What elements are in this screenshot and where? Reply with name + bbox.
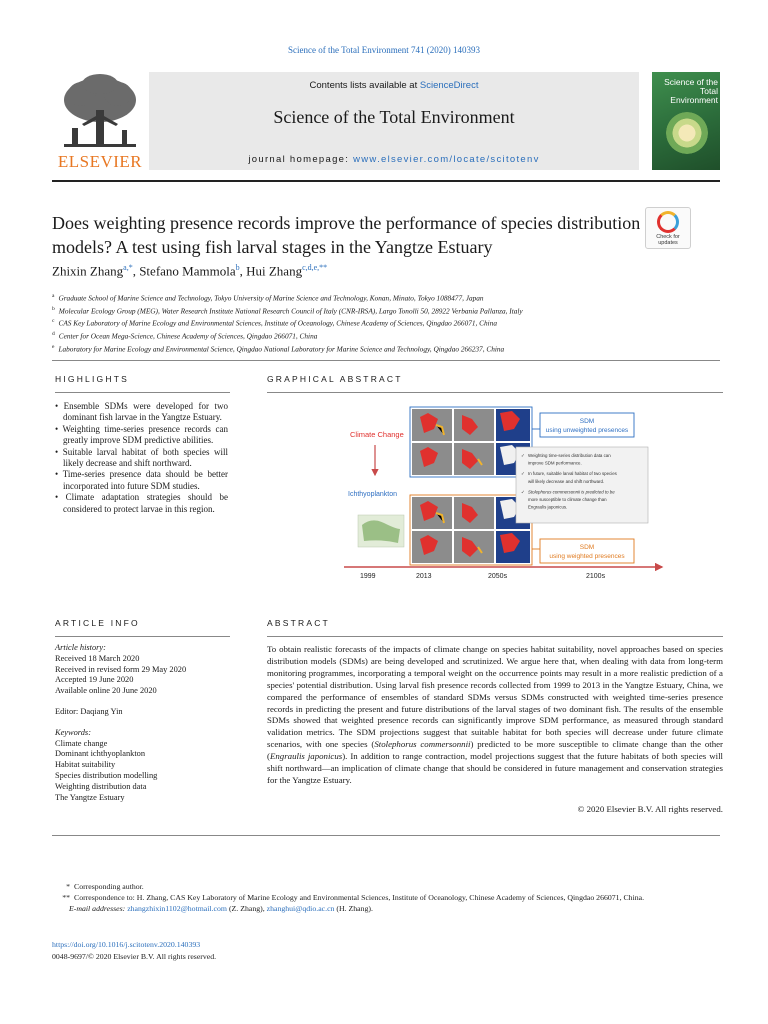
timeline-label: 2050s [488, 573, 508, 580]
issn-line: 0048-9697/© 2020 Elsevier B.V. All rights reserved. [52, 952, 217, 961]
sdm-unweighted-title: SDM [579, 418, 595, 425]
history-entry: Available online 20 June 2020 [55, 686, 157, 696]
timeline-label: 1999 [360, 573, 376, 580]
keywords-list [55, 739, 230, 804]
author-affiliation-mark[interactable]: a,* [123, 263, 133, 272]
finding-check-icon: ✓ [521, 471, 525, 477]
highlight-item: • Suitable larval habitat of both species will likely decrease and shift northward. [55, 447, 228, 470]
graphical-abstract-rule [267, 392, 723, 393]
finding-line: improve SDM performance. [528, 460, 582, 466]
section-divider [52, 360, 720, 361]
finding-line: Stolephorus commersonnii is predicted to be [528, 489, 615, 495]
editor-line: Editor: Daqiang Yin [55, 706, 123, 716]
article-info-rule [55, 636, 230, 637]
abstract-rule [267, 636, 723, 637]
history-entry: Received 18 March 2020 [55, 653, 140, 663]
highlight-item: • Weighting time-series presence records can greatly improve SDM predictive abilities. [55, 424, 228, 447]
article-title: Does weighting presence records improve the performance of species distribution models? A test using fish larval stages in the Yangtze Estuary [52, 213, 641, 257]
affiliation: $^e$ Laboratory for Marine Ecology and Environmental Science, Qingdao National Laboratory for Marine Science and Technology, Qingdao 266237, China [52, 343, 505, 353]
article-history-label: Article history: [55, 643, 106, 652]
timeline-label: 2100s [586, 573, 606, 580]
journal-header [52, 72, 720, 172]
highlights-heading: HIGHLIGHTS [55, 374, 129, 384]
check-for-updates-button[interactable] [645, 207, 691, 249]
elsevier-tree-logo[interactable] [52, 72, 148, 172]
affiliation: $^d$ Center for Ocean Mega-Science, Chinese Academy of Sciences, Qingdao 266071, China [52, 330, 318, 341]
email-link-zhang-hui[interactable]: zhanghui@qdio.ac.cn [266, 904, 335, 914]
keyword: The Yangtze Estuary [55, 792, 125, 802]
contents-line: Contents lists available at ScienceDirect [309, 80, 479, 91]
author-name: Stefano Mammola [139, 263, 236, 279]
author-list: Zhixin Zhang$^{a,*}$, Stefano Mammola$^b$, Hui Zhang$^{c,d,e,**}$ [52, 263, 328, 279]
sdm-weighted-title: SDM [579, 544, 595, 551]
keyword: Climate change [55, 738, 108, 748]
check-updates-icon [657, 211, 679, 233]
elsevier-wordmark: ELSEVIER [57, 152, 143, 171]
ichthyoplankton-label: Ichthyoplankton [348, 491, 398, 498]
cover-title: Science of the Total Environment [664, 77, 718, 105]
abstract-copyright: © 2020 Elsevier B.V. All rights reserved. [577, 804, 723, 814]
homepage-line: journal homepage: www.elsevier.com/locate/scitotenv [248, 154, 540, 165]
check-updates-label: Check for updates [656, 234, 680, 246]
email-addresses: E-mail addresses: zhangzhixin1102@hotmail.com (Z. Zhang), zhanghui@qdio.ac.cn (H. Zhang). [69, 904, 373, 914]
highlights-rule [55, 392, 230, 393]
keywords-label: Keywords: [55, 727, 91, 737]
sdm-weighted-subtitle: using weighted presences [549, 553, 625, 560]
footnotes [58, 881, 738, 915]
finding-line: more susceptible to climate change than [528, 497, 607, 502]
header-divider [52, 180, 720, 182]
finding-line: In future, suitable larval habitat of two species [528, 471, 617, 477]
species-name-1: Stolephorus commersonnii [374, 739, 471, 750]
footer-divider [52, 835, 720, 836]
highlight-item: • Time-series presence data should be better incorporated into future SDM studies. [55, 469, 228, 492]
journal-cover-image[interactable] [652, 72, 720, 170]
affiliation: $^b$ Molecular Ecology Group (MEG), Water Research Institute National Research Council of Italy (CNR-IRSA), Largo Tonolli 50, 28922 Verbania Pallanza, Italy [52, 305, 523, 316]
journal-citation[interactable]: Science of the Total Environment 741 (2020) 140393 [288, 45, 480, 55]
highlight-item: • Ensemble SDMs were developed for two dominant fish larvae in the Yangtze Estuary. [55, 401, 228, 424]
finding-line: Engraulis japonicus. [528, 504, 568, 510]
journal-title: Science of the Total Environment [273, 107, 515, 127]
unweighted-map-group [412, 409, 530, 475]
finding-line: Weighting time-series distribution data can [528, 453, 611, 458]
keyword: Habitat suitability [55, 760, 116, 770]
history-entry: Accepted 19 June 2020 [55, 675, 134, 685]
finding-check-icon: ✓ [521, 489, 525, 495]
corresponding-author-note: * Corresponding author. [66, 882, 144, 891]
author-affiliation-mark[interactable]: b [235, 263, 240, 272]
finding-check-icon: ✓ [521, 453, 525, 458]
graphical-abstract-figure[interactable] [340, 405, 670, 585]
sdm-unweighted-subtitle: using unweighted presences [545, 427, 629, 434]
finding-line: will likely decrease and shift northward. [528, 478, 605, 484]
abstract-text: To obtain realistic forecasts of the impacts of climate change on species habitat suitability, novel approaches based on species distribution models (SDMs) are being developed and scrutinized. We argue here that, when dealing with data from long-term monitoring programmes, incorporating a temporal weight on the occurrence points may result in a more realistic prediction of a species' potential distribution. Using larval fish presence records collected from 1999 to 2013 in the Yangtze Estuary, China, we compared the performance of ensembles of standard SDMs versus SDMs constructed with weighted time-series presence records in predicting the present and future distributions of the larval stages of two dominant fish. The results of the ensemble SDMs showed that weighted presence records can significantly improve SDM performance, as measured through standard validation metrics. The SDM projections suggest that suitable habitat for both species will decrease under future climate scenarios, with one species (Stolephorus commersonnii) predicted to be more susceptible to climate change than the other (Engraulis japonicus). In addition to range contraction, model projections suggest that the future habitats of both species will shift northward—an implication of climate change that should be considered in future management and conservation strategies for the Yangtze Estuary. [267, 644, 724, 785]
journal-homepage-link[interactable]: www.elsevier.com/locate/scitotenv [353, 154, 540, 165]
author-name: Hui Zhang [246, 263, 303, 279]
affiliation: $^a$ Graduate School of Marine Science and Technology, Tokyo University of Marine Science and Technology, Konan, Minato, Tokyo 1088477, Japan [52, 293, 484, 303]
weighted-map-group [412, 497, 530, 563]
article-info-block [55, 643, 230, 803]
affiliation: $^c$ CAS Key Laboratory of Marine Ecology and Environmental Sciences, Institute of Oceanology, Chinese Academy of Sciences, Qingdao 266071, China [52, 318, 497, 328]
author-affiliation-mark[interactable]: c,d,e,** [302, 263, 328, 272]
author-name: Zhixin Zhang [52, 263, 124, 279]
doi-link[interactable]: https://doi.org/10.1016/j.scitotenv.2020.140393 [52, 940, 201, 949]
climate-change-label: Climate Change [350, 430, 404, 439]
article-info-heading: ARTICLE INFO [55, 618, 140, 628]
abstract-heading: ABSTRACT [267, 618, 330, 628]
keyword: Dominant ichthyoplankton [55, 749, 146, 759]
timeline-labels [360, 573, 606, 580]
sciencedirect-link[interactable]: ScienceDirect [419, 80, 479, 91]
email-link-zhang-zhixin[interactable]: zhangzhixin1102@hotmail.com [127, 904, 227, 914]
article-history [55, 654, 230, 697]
journal-banner [149, 72, 639, 170]
findings-panel [516, 447, 648, 523]
cover-flower-graphic [666, 112, 708, 154]
highlight-item: • Climate adaptation strategies should be considered to protect larvae in this region. [55, 492, 228, 515]
correspondence-note: ** Correspondence to: H. Zhang, CAS Key Laboratory of Marine Ecology and Environmental Sciences, Institute of Oceanology, Chinese Academy of Sciences, Qingdao 266071, China. [62, 893, 645, 903]
highlights-list [55, 401, 228, 515]
history-entry: Received in revised form 29 May 2020 [55, 664, 187, 674]
timeline-label: 2013 [416, 573, 432, 580]
species-name-2: Engraulis japonicus [269, 751, 343, 762]
graphical-abstract-heading: GRAPHICAL ABSTRACT [267, 374, 403, 384]
affiliation-list [52, 291, 720, 354]
keyword: Species distribution modelling [55, 770, 158, 780]
keyword: Weighting distribution data [55, 781, 147, 791]
